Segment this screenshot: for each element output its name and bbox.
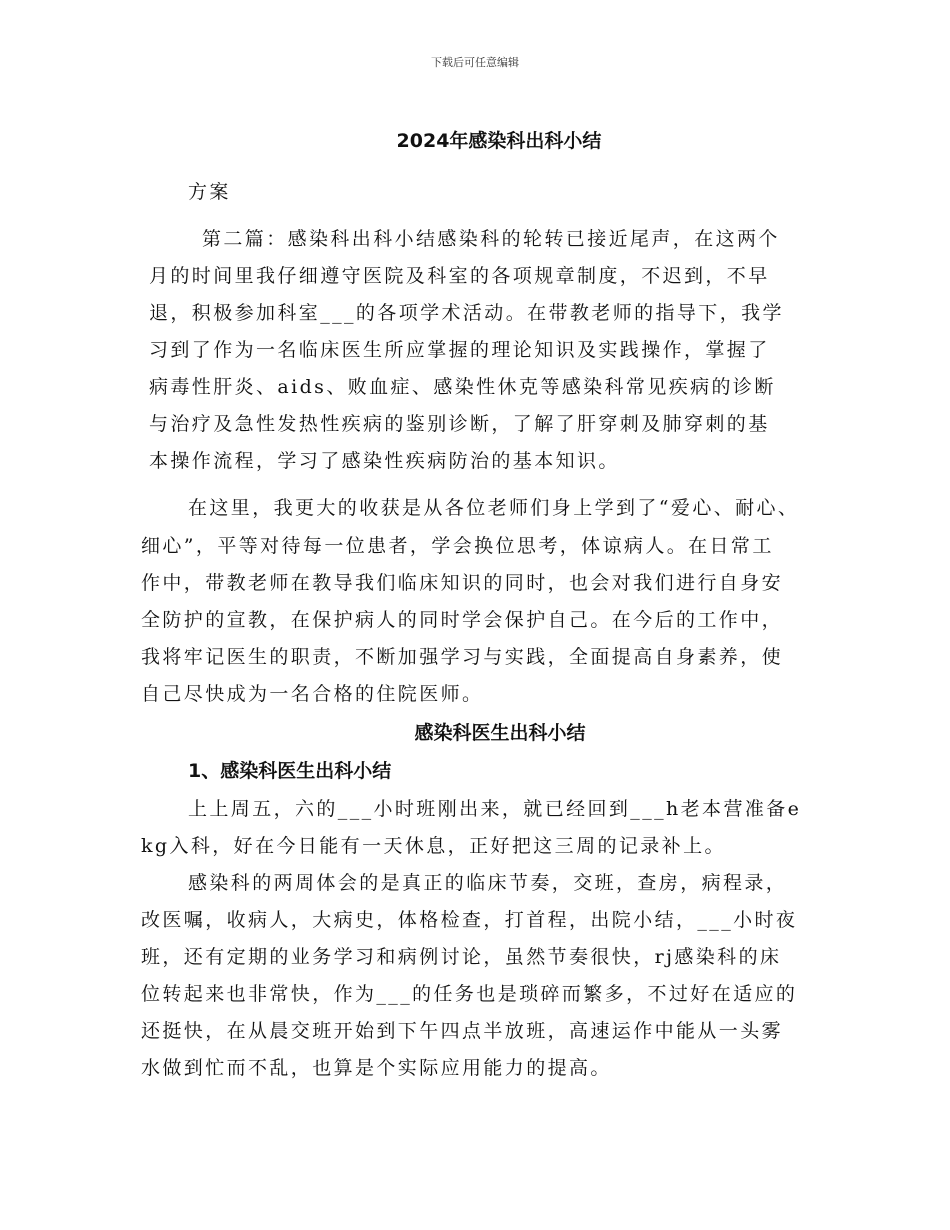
document-title: 2024年感染科出科小结 [396, 130, 602, 152]
label-fangan: 方案 [188, 181, 231, 203]
section-title: 感染科医生出科小结 [414, 722, 586, 744]
paragraph-1-line: 退，积极参加科室___的各项学术活动。在带教老师的指导下，我学 [149, 302, 784, 324]
paragraph-1-line: 本操作流程，学习了感染性疾病防治的基本知识。 [149, 450, 620, 472]
paragraph-2-line: 细心”，平等对待每一位患者，学会换位思考，体谅病人。在日常工 [141, 535, 774, 557]
header-note: 下载后可任意编辑 [431, 56, 519, 69]
paragraph-4-line: 班，还有定期的业务学习和病例讨论，虽然节奏很快，rj感染科的床 [141, 946, 782, 968]
paragraph-4-line: 感染科的两周体会的是真正的临床节奏，交班，查房，病程录， [188, 872, 788, 894]
paragraph-4-line: 还挺快，在从晨交班开始到下午四点半放班，高速运作中能从一头雾 [141, 1020, 784, 1042]
paragraph-1-line: 病毒性肝炎、aids、败血症、感染性休克等感染科常见疾病的诊断 [149, 376, 776, 398]
paragraph-1-line: 月的时间里我仔细遵守医院及科室的各项规章制度，不迟到，不早 [149, 265, 770, 287]
paragraph-2-line: 在这里，我更大的收获是从各位老师们身上学到了“爱心、耐心、 [188, 497, 800, 519]
section-heading: 1、感染科医生出科小结 [188, 760, 392, 782]
paragraph-4-line: 位转起来也非常快，作为___的任务也是琐碎而繁多，不过好在适应的 [141, 983, 798, 1005]
paragraph-2-line: 我将牢记医生的职责，不断加强学习与实践，全面提高自身素养，使 [141, 646, 784, 668]
paragraph-1-line: 第二篇：感染科出科小结感染科的轮转已接近尾声，在这两个 [202, 228, 780, 250]
paragraph-1-line: 与治疗及急性发热性疾病的鉴别诊断，了解了肝穿刺及肺穿刺的基 [149, 413, 770, 435]
paragraph-2-line: 自己尽快成为一名合格的住院医师。 [141, 683, 484, 705]
paragraph-1-line: 习到了作为一名临床医生所应掌握的理论知识及实践操作，掌握了 [149, 339, 770, 361]
paragraph-4-line: 水做到忙而不乱，也算是个实际应用能力的提高。 [141, 1057, 612, 1079]
paragraph-4-line: 改医嘱，收病人，大病史，体格检查，打首程，出院小结，___小时夜 [141, 909, 798, 931]
paragraph-3-line: 上上周五，六的___小时班刚出来，就已经回到___h老本营准备e [188, 798, 802, 820]
paragraph-2-line: 作中，带教老师在教导我们临床知识的同时，也会对我们进行自身安 [141, 572, 784, 594]
paragraph-3-line: kg入科，好在今日能有一天休息，正好把这三周的记录补上。 [141, 835, 726, 857]
paragraph-2-line: 全防护的宣教，在保护病人的同时学会保护自己。在今后的工作中， [141, 609, 784, 631]
